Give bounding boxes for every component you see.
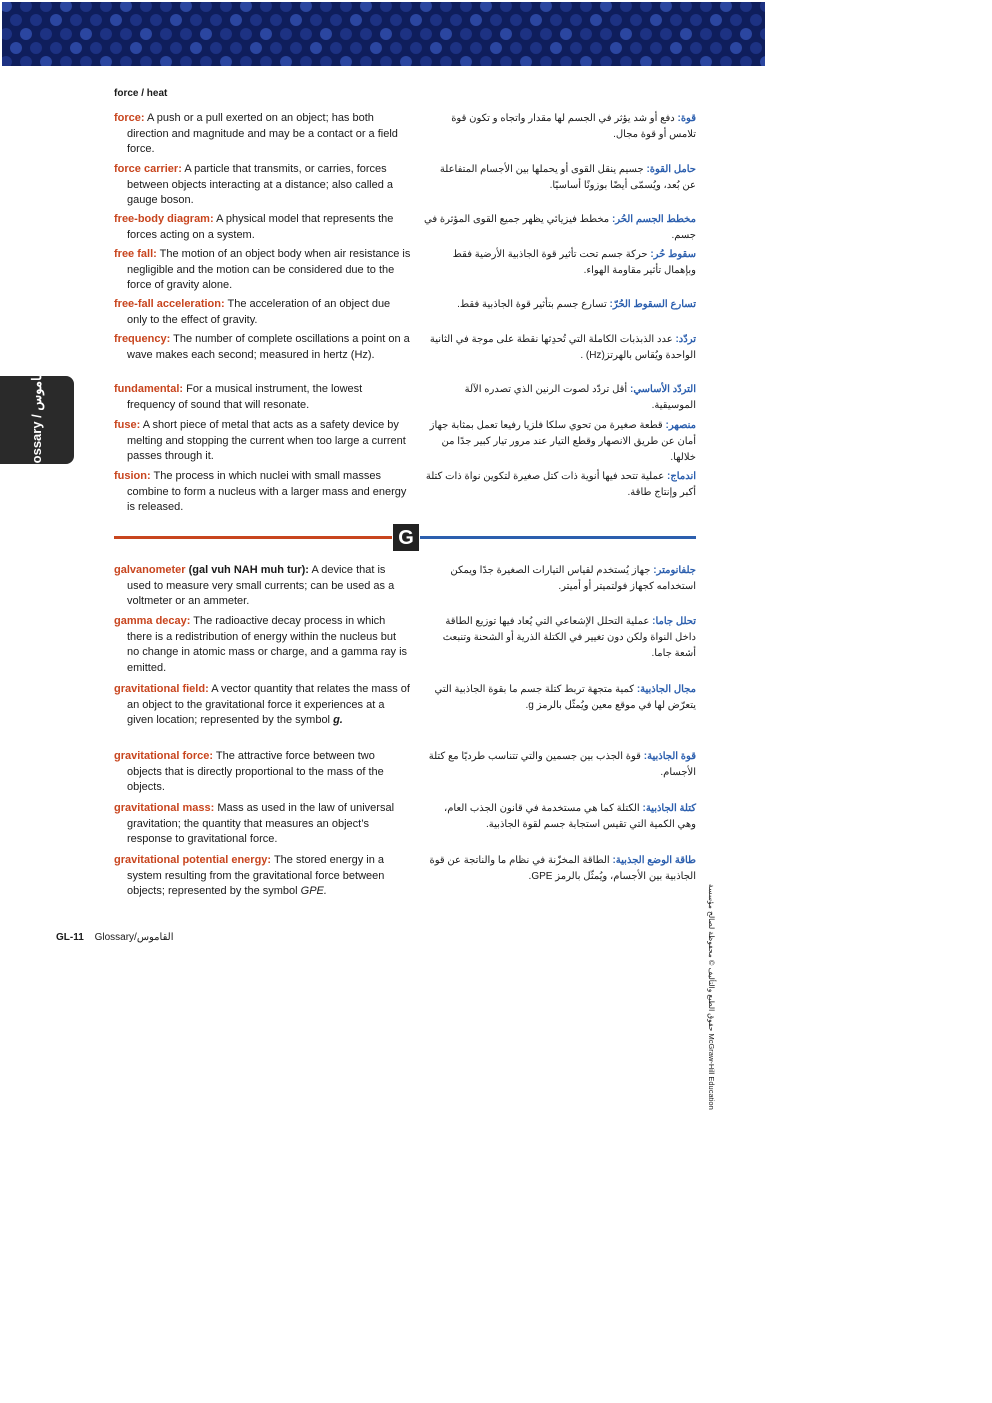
banner-dot bbox=[580, 56, 592, 66]
banner-dot bbox=[720, 56, 732, 66]
banner-dot bbox=[100, 2, 112, 12]
banner-dot bbox=[30, 42, 42, 54]
entry-term: free-fall acceleration: bbox=[114, 298, 225, 310]
banner-dot bbox=[360, 56, 372, 66]
entry-definition-ar: جهاز يُستخدم لقياس التيارات الصغيرة جدًا ويمكن استخدامه كجهاز فولتميتر أو أميتر. bbox=[450, 565, 696, 592]
banner-dot bbox=[160, 2, 172, 12]
banner-dot bbox=[160, 56, 172, 66]
entry-term: fundamental: bbox=[114, 383, 184, 395]
banner-dot bbox=[640, 56, 652, 66]
banner-dot bbox=[460, 56, 472, 66]
entry-term-ar: قوة: bbox=[677, 113, 696, 124]
entry-definition: The process in which nuclei with small masses combine to form a nucleus with a larger mass and energy is released. bbox=[127, 470, 407, 513]
banner-dot bbox=[700, 56, 712, 66]
banner-dot bbox=[210, 14, 222, 26]
banner-dot bbox=[210, 42, 222, 54]
entry-frequency bbox=[114, 332, 411, 363]
banner-dot bbox=[200, 2, 212, 12]
entry-term-ar: جلفانومتر: bbox=[653, 565, 696, 576]
entry-definition: A short piece of metal that acts as a safety device by melting and stopping the current when too large a current passes through it. bbox=[127, 419, 406, 462]
banner-dot bbox=[550, 14, 562, 26]
banner-dot bbox=[650, 42, 662, 54]
banner-dot bbox=[480, 56, 492, 66]
banner-dot bbox=[250, 42, 262, 54]
banner-dot bbox=[2, 28, 12, 40]
banner-dot bbox=[700, 28, 712, 40]
entry-definition: A physical model that represents the forces acting on a system. bbox=[127, 213, 394, 241]
banner-dot bbox=[710, 14, 722, 26]
banner-dot bbox=[730, 14, 742, 26]
banner-dot bbox=[670, 14, 682, 26]
entry-symbol: g. bbox=[333, 714, 343, 726]
entry-definition-ar: مخطط فيزيائي يظهر جميع القوى المؤثرة في جسم. bbox=[423, 214, 696, 241]
banner-dot bbox=[590, 42, 602, 54]
banner-dot bbox=[200, 56, 212, 66]
banner-dot bbox=[420, 56, 432, 66]
entry-definition-ar: جسيم ينقل القوى أو يحملها بين الأجسام المتفاعلة عن بُعد، ويُسمّى أيضًا بوزونًا أساسيًا. bbox=[439, 164, 696, 191]
banner-dot bbox=[110, 42, 122, 54]
banner-dot bbox=[140, 28, 152, 40]
banner-dot bbox=[320, 28, 332, 40]
banner-dot bbox=[500, 56, 512, 66]
entry-force-ar bbox=[424, 111, 696, 143]
entry-definition: The attractive force between two objects that is directly proportional to the mass of the objects. bbox=[127, 750, 384, 793]
entry-gravitational-field-ar bbox=[424, 682, 696, 714]
entry-gamma-decay bbox=[114, 614, 411, 676]
banner-dot bbox=[600, 56, 612, 66]
banner-dot bbox=[630, 14, 642, 26]
footer-label: Glossary/القاموس bbox=[94, 932, 174, 943]
entry-term-ar: قوة الجاذبية: bbox=[643, 751, 696, 762]
banner-dot bbox=[620, 28, 632, 40]
side-tab-label: Glossary / القاموس bbox=[29, 362, 44, 478]
banner-dot bbox=[140, 2, 152, 12]
banner-dot bbox=[400, 56, 412, 66]
banner-dot bbox=[600, 28, 612, 40]
entry-definition-ar: قوة الجذب بين جسمين والتي تتناسب طرديًا مع كتلة الأجسام. bbox=[428, 751, 696, 778]
section-letter: G bbox=[393, 524, 419, 551]
banner-dot bbox=[760, 28, 765, 40]
entry-definition: For a musical instrument, the lowest frequency of sound that will resonate. bbox=[127, 383, 363, 411]
entry-free-fall-acceleration-ar bbox=[424, 297, 696, 313]
banner-dot bbox=[610, 42, 622, 54]
entry-definition: Mass as used in the law of universal gravitation; the quantity that measures an object’s response to gravitational force. bbox=[127, 802, 395, 845]
entry-term-ar: تردّد: bbox=[675, 334, 696, 345]
banner-dot bbox=[460, 28, 472, 40]
banner-dot bbox=[310, 42, 322, 54]
banner-dot bbox=[260, 28, 272, 40]
banner-dot bbox=[590, 14, 602, 26]
banner-dot bbox=[200, 28, 212, 40]
banner-dot bbox=[40, 2, 52, 12]
banner-dot bbox=[460, 2, 472, 12]
banner-dot bbox=[580, 28, 592, 40]
banner-dot bbox=[680, 2, 692, 12]
banner-dot bbox=[2, 2, 12, 12]
banner-dot bbox=[160, 28, 172, 40]
banner-dot bbox=[450, 14, 462, 26]
banner-dot bbox=[690, 42, 702, 54]
banner-dot bbox=[530, 42, 542, 54]
banner-dot bbox=[60, 28, 72, 40]
banner-dot bbox=[390, 42, 402, 54]
entry-term: frequency: bbox=[114, 333, 171, 345]
banner-dot bbox=[130, 14, 142, 26]
entry-fundamental-ar bbox=[424, 382, 696, 414]
banner-dot bbox=[240, 2, 252, 12]
banner-dot bbox=[120, 2, 132, 12]
banner-dot bbox=[540, 56, 552, 66]
banner-dot bbox=[640, 2, 652, 12]
banner-dot bbox=[360, 2, 372, 12]
banner-dot bbox=[760, 2, 765, 12]
banner-dot bbox=[560, 2, 572, 12]
banner-dot bbox=[280, 28, 292, 40]
banner-dot bbox=[750, 14, 762, 26]
banner-dot bbox=[550, 42, 562, 54]
entry-definition: The stored energy in a system resulting from the gravitational force between objects; represented by the symbol bbox=[127, 854, 385, 897]
banner-dot bbox=[320, 56, 332, 66]
banner-dot bbox=[260, 2, 272, 12]
entry-free-fall-ar bbox=[424, 247, 696, 279]
banner-dot bbox=[540, 2, 552, 12]
banner-dot bbox=[330, 14, 342, 26]
entry-term: fuse: bbox=[114, 419, 141, 431]
banner-dot bbox=[60, 2, 72, 12]
banner-dot bbox=[430, 14, 442, 26]
banner-dot bbox=[470, 14, 482, 26]
banner-dot bbox=[330, 42, 342, 54]
banner-dot bbox=[340, 2, 352, 12]
entry-term-ar: حامل القوة: bbox=[646, 164, 696, 175]
banner-dot bbox=[760, 56, 765, 66]
banner-dot bbox=[30, 14, 42, 26]
banner-dot bbox=[190, 42, 202, 54]
banner-dot bbox=[720, 2, 732, 12]
banner-dot bbox=[390, 14, 402, 26]
banner-dot bbox=[440, 28, 452, 40]
banner-dot bbox=[180, 56, 192, 66]
entry-definition-ar: الكتلة كما هي مستخدمة في قانون الجذب العام، وهي الكمية التي تقيس استجابة جسم لقوة الجاذبية. bbox=[444, 803, 696, 830]
banner-dot bbox=[500, 28, 512, 40]
banner-dot bbox=[40, 56, 52, 66]
banner-dot bbox=[740, 28, 752, 40]
entry-gamma-decay-ar bbox=[424, 614, 696, 662]
banner-dot bbox=[40, 28, 52, 40]
entry-gravitational-potential-energy bbox=[114, 853, 411, 900]
banner-dot bbox=[740, 56, 752, 66]
entry-term-ar: التردّد الأساسي: bbox=[630, 384, 696, 395]
banner-dot bbox=[520, 56, 532, 66]
section-divider bbox=[114, 524, 696, 554]
banner-dot bbox=[2, 56, 12, 66]
banner-dot bbox=[660, 2, 672, 12]
entry-definition: The number of complete oscillations a point on a wave makes each second; measured in hertz (Hz). bbox=[127, 333, 410, 361]
banner-dot bbox=[370, 42, 382, 54]
banner-dot bbox=[720, 28, 732, 40]
entry-definition-ar: كمية متجهة تربط كتلة جسم ما بقوة الجاذبية التي يتعرّض لها في موقع معين ويُمثّل بالرمز g. bbox=[434, 684, 696, 711]
entry-definition: A particle that transmits, or carries, forces between objects interacting at a distance; also called a gauge boson. bbox=[127, 163, 393, 206]
entry-definition-ar: الطاقة المخزّنة في نظام ما والناتجة عن قوة الجاذبية بين الأجسام، ويُمثّل بالرمز GPE. bbox=[429, 855, 696, 882]
entry-definition: The acceleration of an object due only to the effect of gravity. bbox=[127, 298, 391, 326]
entry-gravitational-potential-energy-ar bbox=[424, 853, 696, 885]
banner-dot bbox=[480, 28, 492, 40]
banner-dot bbox=[340, 28, 352, 40]
entry-term: gravitational potential energy: bbox=[114, 854, 272, 866]
banner-dot bbox=[240, 28, 252, 40]
banner-dot bbox=[270, 14, 282, 26]
banner-dot bbox=[630, 42, 642, 54]
entry-term-ar: مخطط الجسم الحُر: bbox=[611, 214, 696, 225]
entry-term-ar: اندماج: bbox=[667, 471, 696, 482]
banner-dot bbox=[80, 56, 92, 66]
banner-dot bbox=[730, 42, 742, 54]
entry-definition: A device that is used to measure very small currents; can be used as a voltmeter or an ammeter. bbox=[127, 564, 395, 607]
banner-dot bbox=[150, 14, 162, 26]
entry-term: gamma decay: bbox=[114, 615, 191, 627]
banner-dot bbox=[420, 2, 432, 12]
entry-term: force carrier: bbox=[114, 163, 182, 175]
banner-dot bbox=[370, 14, 382, 26]
banner-dot bbox=[20, 56, 32, 66]
banner-dot bbox=[170, 14, 182, 26]
entry-free-fall-acceleration bbox=[114, 297, 411, 328]
banner-dot bbox=[600, 2, 612, 12]
banner-dot bbox=[360, 28, 372, 40]
entry-term: galvanometer bbox=[114, 564, 186, 576]
banner-dot bbox=[60, 56, 72, 66]
banner-dot bbox=[560, 28, 572, 40]
banner-dot bbox=[470, 42, 482, 54]
page-footer bbox=[56, 932, 173, 943]
entry-galvanometer bbox=[114, 563, 411, 610]
banner-dot bbox=[510, 14, 522, 26]
entry-symbol: GPE. bbox=[300, 885, 327, 897]
banner-dot bbox=[750, 42, 762, 54]
banner-dot bbox=[120, 56, 132, 66]
banner-dot bbox=[50, 42, 62, 54]
banner-dot bbox=[220, 28, 232, 40]
banner-dot bbox=[300, 28, 312, 40]
banner-dot bbox=[70, 14, 82, 26]
entry-fusion bbox=[114, 469, 411, 516]
entry-free-body-diagram-ar bbox=[424, 212, 696, 244]
banner-dot bbox=[560, 56, 572, 66]
banner-dot bbox=[110, 14, 122, 26]
banner-dot bbox=[280, 56, 292, 66]
banner-dot bbox=[520, 28, 532, 40]
entry-term-ar: مجال الجاذبية: bbox=[636, 684, 696, 695]
entry-gravitational-force-ar bbox=[424, 749, 696, 781]
divider-line-english bbox=[114, 536, 392, 539]
banner-dot bbox=[740, 2, 752, 12]
banner-dot bbox=[180, 28, 192, 40]
banner-dot bbox=[340, 56, 352, 66]
entry-free-body-diagram bbox=[114, 212, 411, 243]
banner-dot bbox=[90, 14, 102, 26]
banner-dot bbox=[400, 28, 412, 40]
banner-dot bbox=[670, 42, 682, 54]
entry-fusion-ar bbox=[424, 469, 696, 501]
banner-dot bbox=[680, 56, 692, 66]
entry-definition: The radioactive decay process in which there is a redistribution of energy within the nucleus but no change in atomic mass or charge, and a gamma ray is emitted. bbox=[127, 615, 408, 674]
banner-dot bbox=[710, 42, 722, 54]
banner-dot bbox=[240, 56, 252, 66]
entry-definition-ar: تسارع جسم بتأثير قوة الجاذبية فقط. bbox=[457, 299, 607, 310]
banner-dot bbox=[230, 42, 242, 54]
banner-dot bbox=[510, 42, 522, 54]
banner-dot bbox=[230, 14, 242, 26]
banner-dot bbox=[480, 2, 492, 12]
banner-dot bbox=[220, 2, 232, 12]
entry-term: free-body diagram: bbox=[114, 213, 214, 225]
banner-dot bbox=[300, 56, 312, 66]
entry-definition: A vector quantity that relates the mass of an object to the gravitational force it experiences at a given location; represented by the symbol bbox=[127, 683, 410, 726]
banner-dot bbox=[660, 28, 672, 40]
banner-dot bbox=[520, 2, 532, 12]
entry-term-ar: منصهر: bbox=[665, 420, 696, 431]
banner-dot bbox=[620, 2, 632, 12]
entry-term-ar: تحلل جاما: bbox=[652, 616, 696, 627]
banner-dot bbox=[570, 42, 582, 54]
entry-term: force: bbox=[114, 112, 145, 124]
banner-dot bbox=[580, 2, 592, 12]
banner-dot bbox=[50, 14, 62, 26]
banner-dot bbox=[20, 2, 32, 12]
banner-dot bbox=[150, 42, 162, 54]
banner-dot bbox=[100, 28, 112, 40]
entry-term: gravitational field: bbox=[114, 683, 209, 695]
banner-dot bbox=[320, 2, 332, 12]
banner-dot bbox=[380, 56, 392, 66]
copyright-notice: حقوق الطبع والتأليف © محفوظة لصالح مؤسسة McGraw-Hill Education bbox=[707, 884, 716, 1110]
entry-definition-ar: قطعة صغيرة من تحوي سلكا فلزيا رفيعا تعمل بمثابة جهاز أمان عن طريق الانصهار وقطع التيار عند مرور تيار كبير جدًا من خلالها. bbox=[429, 420, 696, 463]
banner-dot bbox=[570, 14, 582, 26]
entry-definition-ar: عملية تتحد فيها أنوية ذات كتل صغيرة لتكوين نواة ذات كتلة أكبر وإنتاج طاقة. bbox=[425, 471, 696, 498]
banner-dot bbox=[10, 14, 22, 26]
banner-dot bbox=[350, 42, 362, 54]
banner-dot bbox=[280, 2, 292, 12]
banner-dot bbox=[540, 28, 552, 40]
banner-dot bbox=[350, 14, 362, 26]
glossary-side-tab bbox=[0, 362, 74, 478]
entry-gravitational-mass bbox=[114, 801, 411, 848]
entry-term-ar: سقوط حُر: bbox=[650, 249, 696, 260]
entry-definition-ar: حركة جسم تحت تأثير قوة الجاذبية الأرضية فقط وبإهمال تأثير مقاومة الهواء. bbox=[452, 249, 696, 276]
banner-dot bbox=[610, 14, 622, 26]
banner-dot bbox=[90, 42, 102, 54]
entry-force-carrier bbox=[114, 162, 411, 209]
banner-dot bbox=[440, 56, 452, 66]
entry-term-ar: كتلة الجاذبية: bbox=[642, 803, 696, 814]
banner-dot bbox=[410, 42, 422, 54]
banner-dot bbox=[100, 56, 112, 66]
banner-dot bbox=[190, 14, 202, 26]
entry-fundamental bbox=[114, 382, 411, 413]
banner-dot bbox=[500, 2, 512, 12]
banner-dot bbox=[650, 14, 662, 26]
banner-dot bbox=[440, 2, 452, 12]
banner-dot bbox=[620, 56, 632, 66]
entry-force bbox=[114, 111, 411, 158]
entry-frequency-ar bbox=[424, 332, 696, 364]
banner-dot bbox=[420, 28, 432, 40]
entry-definition-ar: عدد الذبذبات الكاملة التي تُحدِثها نقطة على موجة في الثانية الواحدة ويُقاس بالهرتز(Hz) . bbox=[429, 334, 696, 361]
entry-definition-ar: أقل تردّد لصوت الرنين الذي تصدره الآلة الموسيقية. bbox=[464, 384, 696, 411]
entry-free-fall bbox=[114, 247, 411, 294]
banner-dot bbox=[20, 28, 32, 40]
banner-dot bbox=[250, 14, 262, 26]
banner-dot bbox=[410, 14, 422, 26]
banner-dot bbox=[450, 42, 462, 54]
page-number: GL-11 bbox=[56, 932, 84, 943]
divider-line-arabic bbox=[420, 536, 696, 539]
entry-definition-ar: عملية التحلل الإشعاعي التي يُعاد فيها توزيع الطاقة داخل النواة ولكن دون تغيير في الكتلة الذرية أو الشحنة وتنبعث أشعة جاما. bbox=[442, 616, 696, 659]
entry-gravitational-force bbox=[114, 749, 411, 796]
banner-dot bbox=[70, 42, 82, 54]
banner-dot bbox=[290, 14, 302, 26]
entry-fuse bbox=[114, 418, 411, 465]
running-head: force / heat bbox=[114, 88, 168, 99]
banner-dot bbox=[490, 14, 502, 26]
entry-term: gravitational force: bbox=[114, 750, 214, 762]
banner-dot bbox=[430, 42, 442, 54]
banner-dot bbox=[80, 2, 92, 12]
entry-definition: A push or a pull exerted on an object; has both direction and magnitude and may be a contact or a field force. bbox=[127, 112, 398, 155]
banner-dot bbox=[180, 2, 192, 12]
banner-dot bbox=[380, 28, 392, 40]
banner-dot bbox=[270, 42, 282, 54]
banner-dot bbox=[380, 2, 392, 12]
entry-term: gravitational mass: bbox=[114, 802, 215, 814]
entry-gravitational-mass-ar bbox=[424, 801, 696, 833]
banner-dot bbox=[660, 56, 672, 66]
banner-dot bbox=[290, 42, 302, 54]
entry-pronunciation: (gal vuh NAH muh tur): bbox=[188, 564, 309, 576]
entry-galvanometer-ar bbox=[424, 563, 696, 595]
banner-dot bbox=[310, 14, 322, 26]
banner-dot bbox=[10, 42, 22, 54]
entry-term-ar: طاقة الوضع الجذبية: bbox=[612, 855, 696, 866]
entry-fuse-ar bbox=[424, 418, 696, 466]
banner-dot bbox=[680, 28, 692, 40]
banner-dot bbox=[130, 42, 142, 54]
banner-dot bbox=[80, 28, 92, 40]
banner-dot bbox=[170, 42, 182, 54]
banner-dot bbox=[640, 28, 652, 40]
entry-term: fusion: bbox=[114, 470, 151, 482]
banner-dot bbox=[300, 2, 312, 12]
header-banner bbox=[2, 2, 765, 66]
entry-definition: The motion of an object body when air resistance is negligible and the motion can be considered due to the force of gravity alone. bbox=[127, 248, 411, 291]
banner-dot bbox=[400, 2, 412, 12]
banner-dot bbox=[220, 56, 232, 66]
banner-dot bbox=[140, 56, 152, 66]
banner-dot bbox=[260, 56, 272, 66]
entry-term-ar: تسارع السقوط الحُرّ: bbox=[609, 299, 696, 310]
banner-dot bbox=[530, 14, 542, 26]
entry-term: free fall: bbox=[114, 248, 157, 260]
banner-dot bbox=[700, 2, 712, 12]
entry-force-carrier-ar bbox=[424, 162, 696, 194]
banner-dot bbox=[690, 14, 702, 26]
banner-dot bbox=[490, 42, 502, 54]
entry-definition-ar: دفع أو شد يؤثر في الجسم لها مقدار واتجاه و تكون قوة تلامس أو قوة مجال. bbox=[451, 113, 696, 140]
entry-gravitational-field bbox=[114, 682, 411, 729]
banner-dot bbox=[120, 28, 132, 40]
